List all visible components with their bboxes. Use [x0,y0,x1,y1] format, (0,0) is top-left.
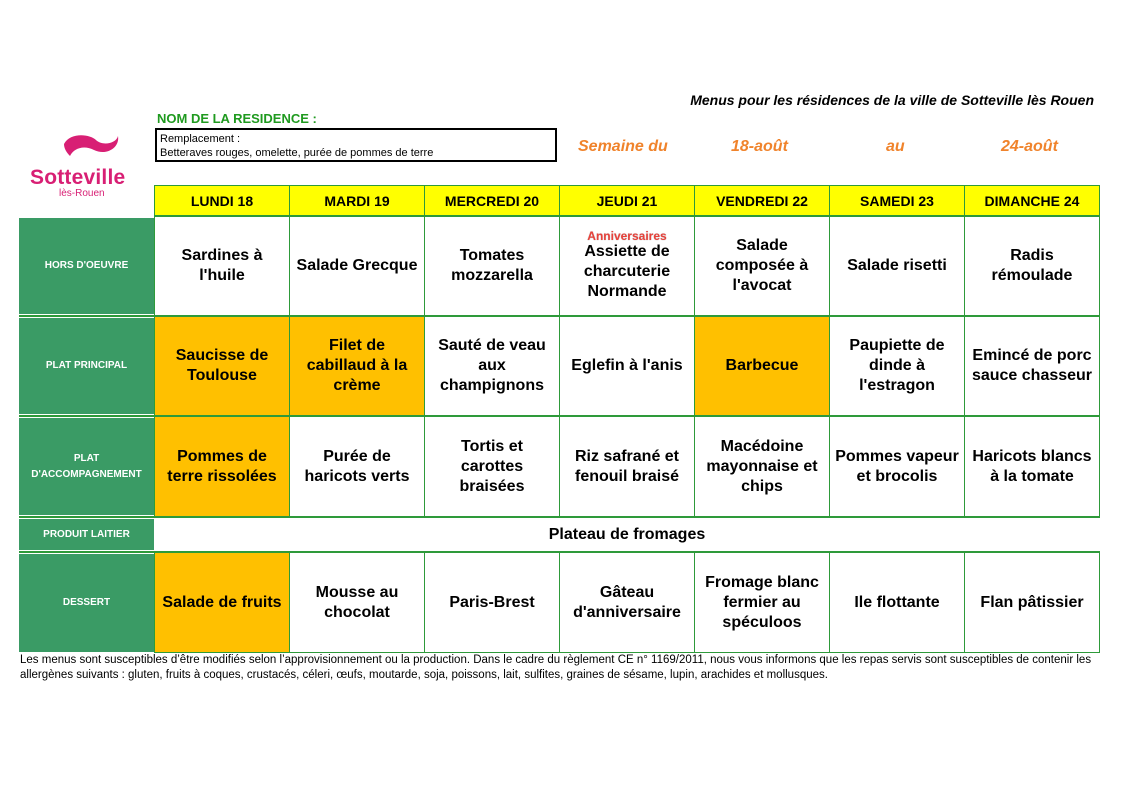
menu-cell: Mousse au chocolat [289,552,425,653]
menu-cell: Salade risetti [829,216,965,316]
menu-cell: Salade de fruits [154,552,290,653]
dairy-cell: Plateau de fromages [154,517,1100,552]
replacement-text: Betteraves rouges, omelette, purée de pommes de terre [160,147,434,159]
day-header-lundi: LUNDI 18 [154,185,290,216]
page-title: Menus pour les résidences de la ville de Sotteville lès Rouen [690,92,1094,108]
row-header-hors-doeuvre: HORS D'OEUVRE [19,218,154,314]
day-header-dimanche: DIMANCHE 24 [964,185,1100,216]
menu-cell: Barbecue [694,316,830,416]
menu-cell: Emincé de porc sauce chasseur [964,316,1100,416]
allergen-notice: Les menus sont susceptibles d’être modifiés selon l’approvisionnement ou la production. Dans le cadre du règlement CE n° 1169/2011, nous vous informons que les repas servis sont susceptibles de contenir les allergènes suivants : gluten, fruits à coques, crustacés, céleri, œufs, moutarde, soja, poissons, lait, sulfites, graines de sésame, lupin, arachides et mollusques. [20,654,1092,681]
menu-item: Assiette de charcuterie Normande [583,243,671,300]
menu-cell: Salade composée à l'avocat [694,216,830,316]
menu-cell: Eglefin à l'anis [559,316,695,416]
menu-cell: Flan pâtissier [964,552,1100,653]
menu-cell: Gâteau d'anniversaire [559,552,695,653]
row-header-plat-principal: PLAT PRINCIPAL [19,318,154,414]
week-start-date: 18-août [731,138,788,155]
menu-cell: Sauté de veau aux champignons [424,316,560,416]
day-header-mardi: MARDI 19 [289,185,425,216]
menu-cell: Saucisse de Toulouse [154,316,290,416]
row-header-produit-laitier: PRODUIT LAITIER [19,519,154,550]
menu-cell: Haricots blancs à la tomate [964,416,1100,517]
menu-cell: Ile flottante [829,552,965,653]
day-header-samedi: SAMEDI 23 [829,185,965,216]
menu-cell: Salade Grecque [289,216,425,316]
menu-cell: Pommes vapeur et brocolis [829,416,965,517]
menu-cell: Sardines à l'huile [154,216,290,316]
week-to-label: au [886,138,905,155]
menu-cell: Purée de haricots verts [289,416,425,517]
logo-word: Sotteville [30,166,126,189]
day-header-jeudi: JEUDI 21 [559,185,695,216]
row-header-accompagnement [19,418,154,515]
menu-cell: Paupiette de dinde à l'estragon [829,316,965,416]
row-header-accompagnement-line1: PLAT [73,452,100,464]
menu-cell: Filet de cabillaud à la crème [289,316,425,416]
replacement-title: Remplacement : [160,133,241,145]
menu-cell: Macédoine mayonnaise et chips [694,416,830,517]
logo-subtitle: lès-Rouen [59,188,105,199]
menu-cell: Riz safrané et fenouil braisé [559,416,695,517]
sotteville-logo [30,130,152,200]
menu-cell: Pommes de terre rissolées [154,416,290,517]
menu-cell: Radis rémoulade [964,216,1100,316]
replacement-box [155,128,557,162]
row-header-dessert: DESSERT [19,554,154,652]
menu-cell: Fromage blanc fermier au spéculoos [694,552,830,653]
week-label: Semaine du [578,138,668,155]
logo-swirl-icon [60,130,130,170]
residence-label: NOM DE LA RESIDENCE : [157,111,317,126]
anniversary-label: Anniversaires [587,229,667,243]
menu-cell: Paris-Brest [424,552,560,653]
menu-cell: Tomates mozzarella [424,216,560,316]
day-header-vendredi: VENDREDI 22 [694,185,830,216]
week-end-date: 24-août [1001,138,1058,155]
day-header-mercredi: MERCREDI 20 [424,185,560,216]
menu-cell: Tortis et carottes braisées [424,416,560,517]
row-header-accompagnement-line2: D'ACCOMPAGNEMENT [31,468,142,480]
menu-cell-special [559,216,695,316]
